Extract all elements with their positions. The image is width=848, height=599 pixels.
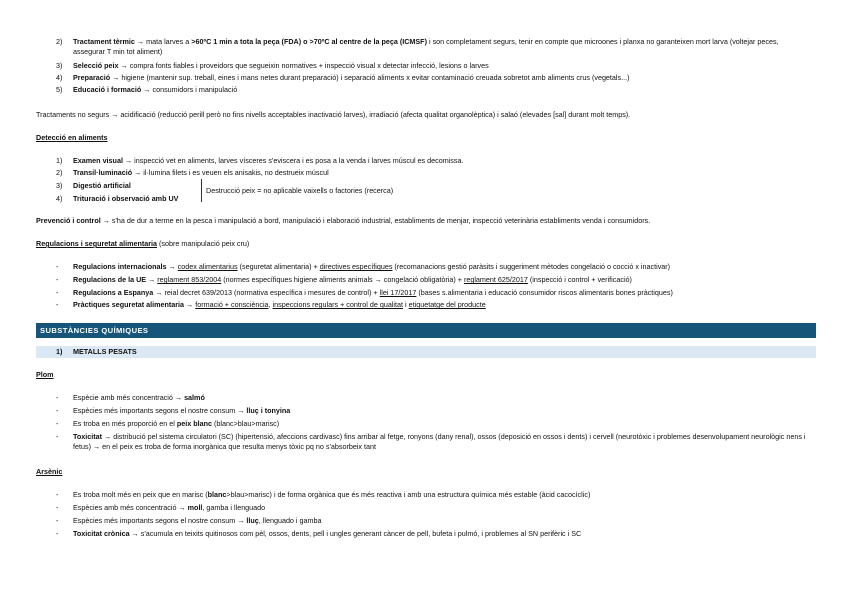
bullet-dash: - [56,516,59,525]
text-run: → il·lumina filets i es veuen els anisakis, no destrueix múscul [132,168,329,177]
text-run: → [184,300,196,309]
bullet-dash: - [56,419,59,428]
text-run: Espècies més importants segons el nostre consum → [73,406,247,415]
bullet-dash: - [56,406,59,415]
item-text [73,85,808,95]
text-run: Espècie amb més concentració → [73,393,185,402]
text-run: → higiene (mantenir sup. treball, eines i mans netes durant preparació) i separació aliments x evitar contaminació creuada sobretot amb aliments crus (vegetals...) [110,73,630,82]
item-number: 3) [56,181,63,190]
underlined-reference: etiquetatge del producte [408,300,486,309]
text-run: → compra fonts fiables i proveidors que segueixin normatives + inspecció visual x detectar infecció, lesions o larves [118,61,489,70]
subsection-label: METALLS PESATS [73,347,137,356]
bold-underline-run: Regulacions i seguretat alimentaria [36,239,158,248]
bold-run: lluç [246,516,259,525]
underlined-reference: reglament 625/2017 [463,275,528,284]
text-run: → [166,262,178,271]
item-number: 1) [56,156,63,165]
text-run: Espècies amb més concentració → [73,503,188,512]
bold-run: Transil·luminació [73,168,133,177]
list-item [0,37,848,57]
underlined-reference: inspeccions regulars + control de qualitat [272,300,404,309]
text-run: (sobre manipulació peix cru) [157,239,250,248]
bullet-dash: - [56,503,59,512]
underlined-reference: directives específiques [319,262,393,271]
bullet-dash: - [56,393,59,402]
bold-run: Examen visual [73,156,123,165]
bullet-dash: - [56,529,59,538]
regulations-heading [36,239,249,249]
underlined-reference: llei 17/2017 [379,288,417,297]
bracket-note: Destrucció peix = no aplicable vaixells o factories (recerca) [206,186,394,195]
item-text [73,406,808,416]
plom-heading: Plom [36,370,54,379]
item-text [73,73,808,83]
bold-run: blanc [207,490,227,499]
text-run: → reial decret 639/2013 (normativa específica i mesures de control) + [153,288,380,297]
text-run: → [146,275,158,284]
bold-run: Educació i formació [73,85,142,94]
bold-run: Regulacions a Espanya [73,288,154,297]
bold-run: Tractament tèrmic [73,37,135,46]
item-text [73,181,808,191]
item-text [73,194,808,204]
bold-run: Pràctiques seguretat alimentaria [73,300,185,309]
text-run: , gamba i llenguado [202,503,266,512]
item-text [73,156,808,166]
item-text [73,262,828,272]
item-text [73,37,808,57]
prevention-paragraph [36,216,818,226]
bullet-dash: - [56,490,59,499]
bold-run: Digestió artificial [73,181,131,190]
bullet-dash: - [56,288,59,297]
item-number: 2) [56,168,63,177]
bold-run: peix blanc [176,419,213,428]
item-number: 3) [56,61,63,70]
text-run: → mata larves a [134,37,192,46]
underlined-reference: reglament 853/2004 [157,275,222,284]
item-number: 2) [56,37,63,46]
item-text [73,516,808,526]
text-run: (inspecció i control + verificació) [527,275,632,284]
text-run: → inspecció vet en aliments, larves vísceres s'eviscera i es posa a la venda i larves múscul es decomissa. [122,156,464,165]
bold-run: Toxicitat [73,432,103,441]
bold-run: Regulacions internacionals [73,262,167,271]
bold-run: Prevenció i control [36,216,101,225]
bold-run: >60ºC 1 min a tota la peça (FDA) o >70ºC al centre de la peça (ICMSF) [191,37,427,46]
bold-run: Regulacions de la UE [73,275,147,284]
text-run: Es troba en més proporció en el [73,419,177,428]
text-run: i son completament segurs, tenir en compte que microones i planxa no garanteixen mort larva (voltejar peces, assegurar T min tot aliment) [73,37,779,56]
item-text [73,300,828,310]
section-band: SUBSTÀNCIES QUÍMIQUES [36,323,816,338]
text-run: → s'ha de dur a terme en la pesca i manipulació a bord, manipulació i elaboració industrial, establiments de menjar, inspecció veterinària establiments venda i consumidors. [100,216,651,225]
item-text [73,490,808,500]
text-run: → s'acumula en teixits quitinosos com pèl, ossos, dents, pell i ungles generant càncer de pell, bufeta i pulmó, i problemes al SN perifèric i SC [129,529,582,538]
item-text [73,168,808,178]
bracket [198,179,202,202]
arsenic-heading: Arsènic [36,467,63,476]
bold-run: salmó [184,393,205,402]
text-run: → consumidors i manipulació [141,85,238,94]
text-run: >blau>marisc) i de forma orgànica que és més reactiva i amb una estructura química més estable (àcid cacocíclic) [226,490,591,499]
text-run: (bases s.alimentaria i educació consumidor riscos alimentaris bones pràctiques) [416,288,673,297]
item-text [73,529,808,539]
text-run: → distribució pel sistema circulatori (SC) (hipertensió, afeccions cardivasc) fins arribar al fetge, ronyons (dany renal), ossos (deposició en ossos i dents) i cervell (neurotòxic i problemes desenvolupament neurològic nens i fetus) → en el peix es troba de forma inorgànica que resulta menys tòxic pq no s'absorbeix tant [73,432,806,451]
bullet-dash: - [56,300,59,309]
bold-run: Trituració i observació amb UV [73,194,179,203]
item-text [73,61,808,71]
bullet-dash: - [56,275,59,284]
text-run: Es troba molt més en peix que en marisc ( [73,490,208,499]
bold-run: Toxicitat crònica [73,529,130,538]
subsection-number: 1) [56,347,63,356]
bold-run: Preparació [73,73,111,82]
text-run: Espècies més importants segons el nostre consum → [73,516,247,525]
text-run: (blanc>blau>marisc) [212,419,280,428]
bold-run: Selecció peix [73,61,119,70]
item-text [73,419,808,429]
text-run: (seguretat alimentaria) + [237,262,320,271]
bold-run: lluç i tonyina [246,406,291,415]
item-number: 5) [56,85,63,94]
item-text [73,432,808,452]
item-text [73,393,808,403]
bold-run: moll [187,503,203,512]
underlined-reference: formació + consciència [195,300,269,309]
bullet-dash: - [56,432,59,441]
item-text [73,503,808,513]
subsection-bar [36,346,816,358]
underlined-reference: codex alimentarius [177,262,238,271]
text-run: , [268,300,273,309]
text-run: , llenguado i gamba [258,516,322,525]
unsafe-treatments-paragraph: Tractaments no segurs → acidificació (reducció perill però no fins nivells acceptables inactivació larves), irradiació (afecta qualitat organolèptica) i salaó (elevades [sal] durant molt temps). [36,110,631,119]
bullet-dash: - [56,262,59,271]
item-text [73,288,828,298]
item-number: 4) [56,73,63,82]
text-run: (normes específiques higiene aliments animals → congelació obligatòria) + [221,275,464,284]
item-text [73,275,828,285]
text-run: i [403,300,409,309]
detection-heading: Detecció en aliments [36,133,108,142]
text-run: (recomanacions gestió paràsits i suggeriment mètodes congelació o cocció x inactivar) [392,262,671,271]
item-number: 4) [56,194,63,203]
